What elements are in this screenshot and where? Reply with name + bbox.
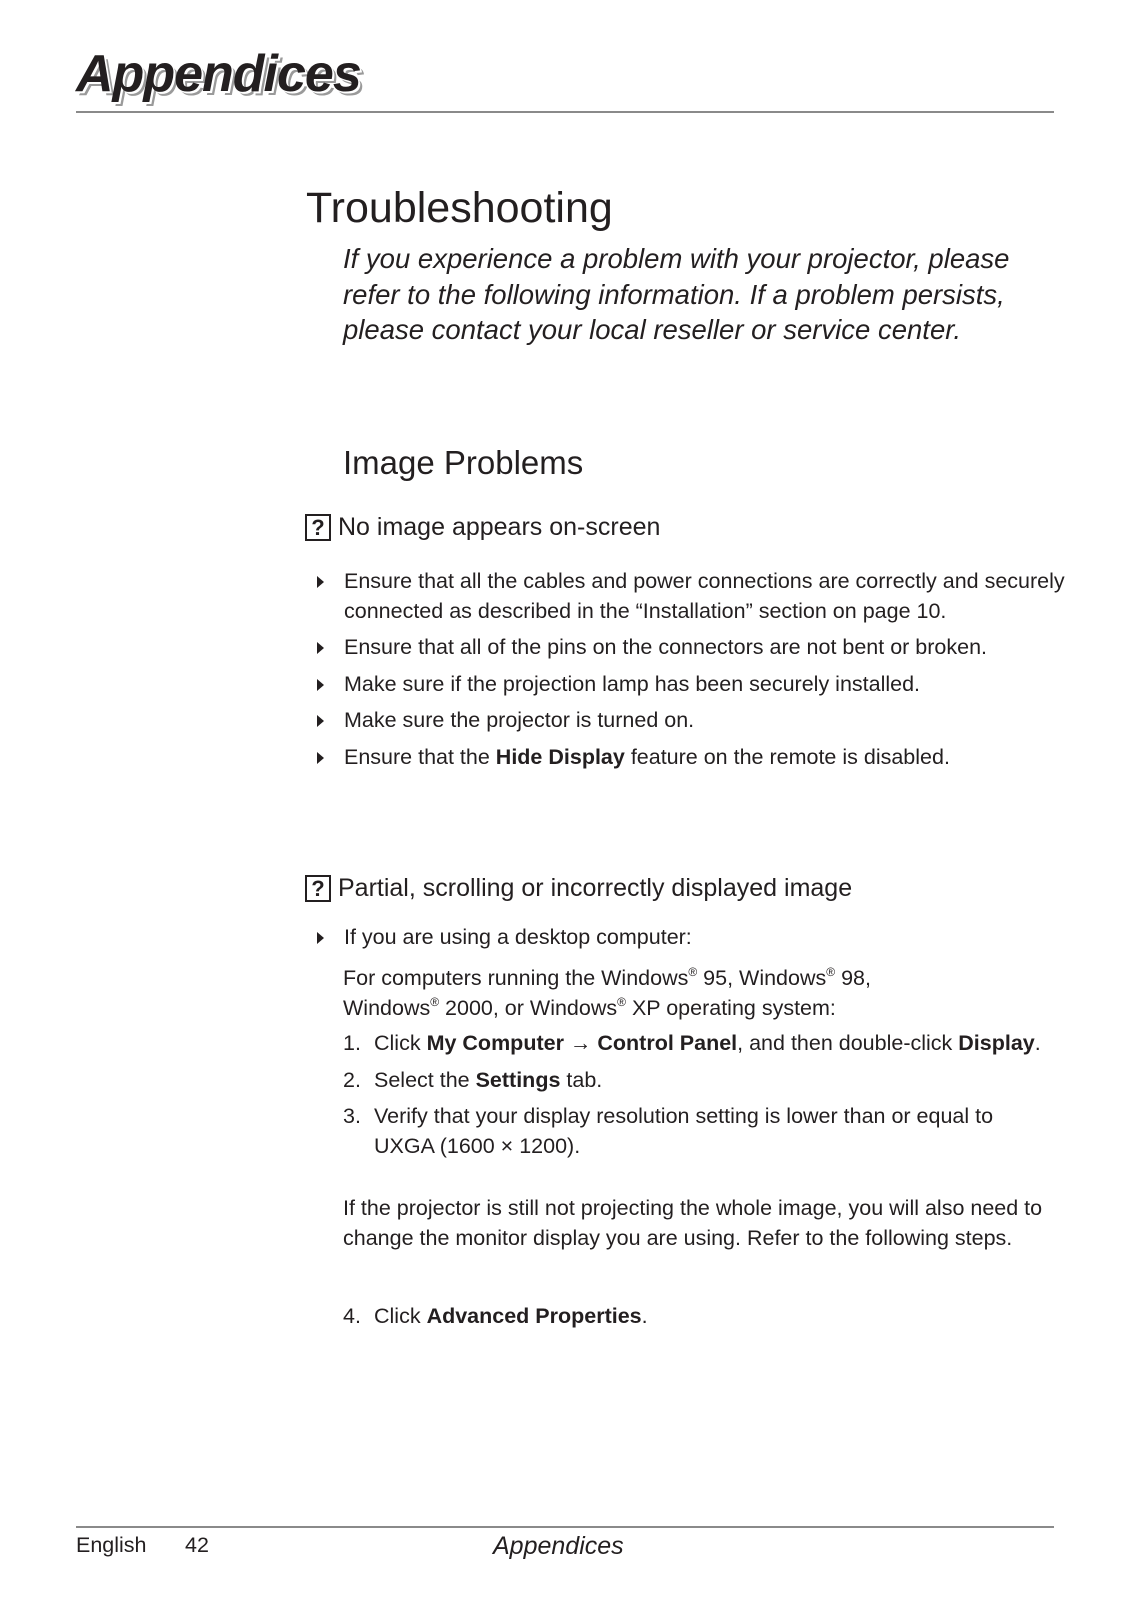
chapter-title: Appendices bbox=[76, 45, 361, 103]
bullet-list bbox=[314, 923, 1074, 953]
list-item: Ensure that the Hide Display feature on the remote is disabled. bbox=[314, 743, 1074, 773]
bullet-arrow-icon bbox=[317, 642, 324, 654]
list-item: 2. Select the Settings tab. bbox=[343, 1067, 603, 1092]
os-paragraph: For computers running the Windows® 95, Windows® 98, Windows® 2000, or Windows® XP operating system: bbox=[343, 965, 871, 1020]
problem-heading bbox=[305, 874, 852, 903]
list-item: Ensure that all the cables and power connections are correctly and securely connected as described in the “Installation” section on page 10. bbox=[314, 567, 1074, 626]
problem-heading bbox=[305, 513, 660, 542]
footer-section: Appendices bbox=[493, 1532, 624, 1560]
footer-rule bbox=[76, 1526, 1054, 1528]
note-paragraph: If the projector is still not projecting the whole image, you will also need to change the monitor display you are using. Refer to the following steps. bbox=[343, 1196, 1043, 1250]
bullet-list bbox=[314, 567, 1074, 772]
problem-title: No image appears on-screen bbox=[338, 513, 661, 541]
header-rule bbox=[76, 111, 1054, 113]
footer-language: English bbox=[76, 1533, 147, 1557]
steps-list bbox=[343, 1029, 1043, 1168]
bullet-arrow-icon bbox=[317, 576, 324, 588]
page-number: 42 bbox=[185, 1533, 209, 1557]
intro-paragraph: If you experience a problem with your projector, please refer to the following information. If a problem persists, please contact your local reseller or service center. bbox=[343, 243, 1010, 345]
list-item: Make sure if the projection lamp has been securely installed. bbox=[314, 670, 1074, 700]
problem-title: Partial, scrolling or incorrectly displayed image bbox=[338, 874, 853, 902]
bullet-arrow-icon bbox=[317, 932, 324, 944]
subsection-title: Image Problems bbox=[343, 444, 584, 481]
section-title: Troubleshooting bbox=[306, 184, 613, 232]
bullet-arrow-icon bbox=[317, 679, 324, 691]
list-item: Ensure that all of the pins on the connectors are not bent or broken. bbox=[314, 633, 1074, 663]
bullet-arrow-icon bbox=[317, 715, 324, 727]
question-icon: ? bbox=[305, 514, 331, 541]
steps-list bbox=[343, 1302, 1043, 1339]
list-item: Make sure the projector is turned on. bbox=[314, 706, 1074, 736]
list-item: If you are using a desktop computer: bbox=[314, 923, 1074, 953]
list-item: 1. Click My Computer → Control Panel, and then double-click Display. bbox=[343, 1031, 1041, 1055]
list-item: 3. Verify that your display resolution setting is lower than or equal to UXGA (1600 × 1200). bbox=[343, 1104, 994, 1158]
question-icon: ? bbox=[305, 875, 331, 902]
list-item: 4. Click Advanced Properties. bbox=[343, 1304, 648, 1328]
bullet-arrow-icon bbox=[317, 752, 324, 764]
